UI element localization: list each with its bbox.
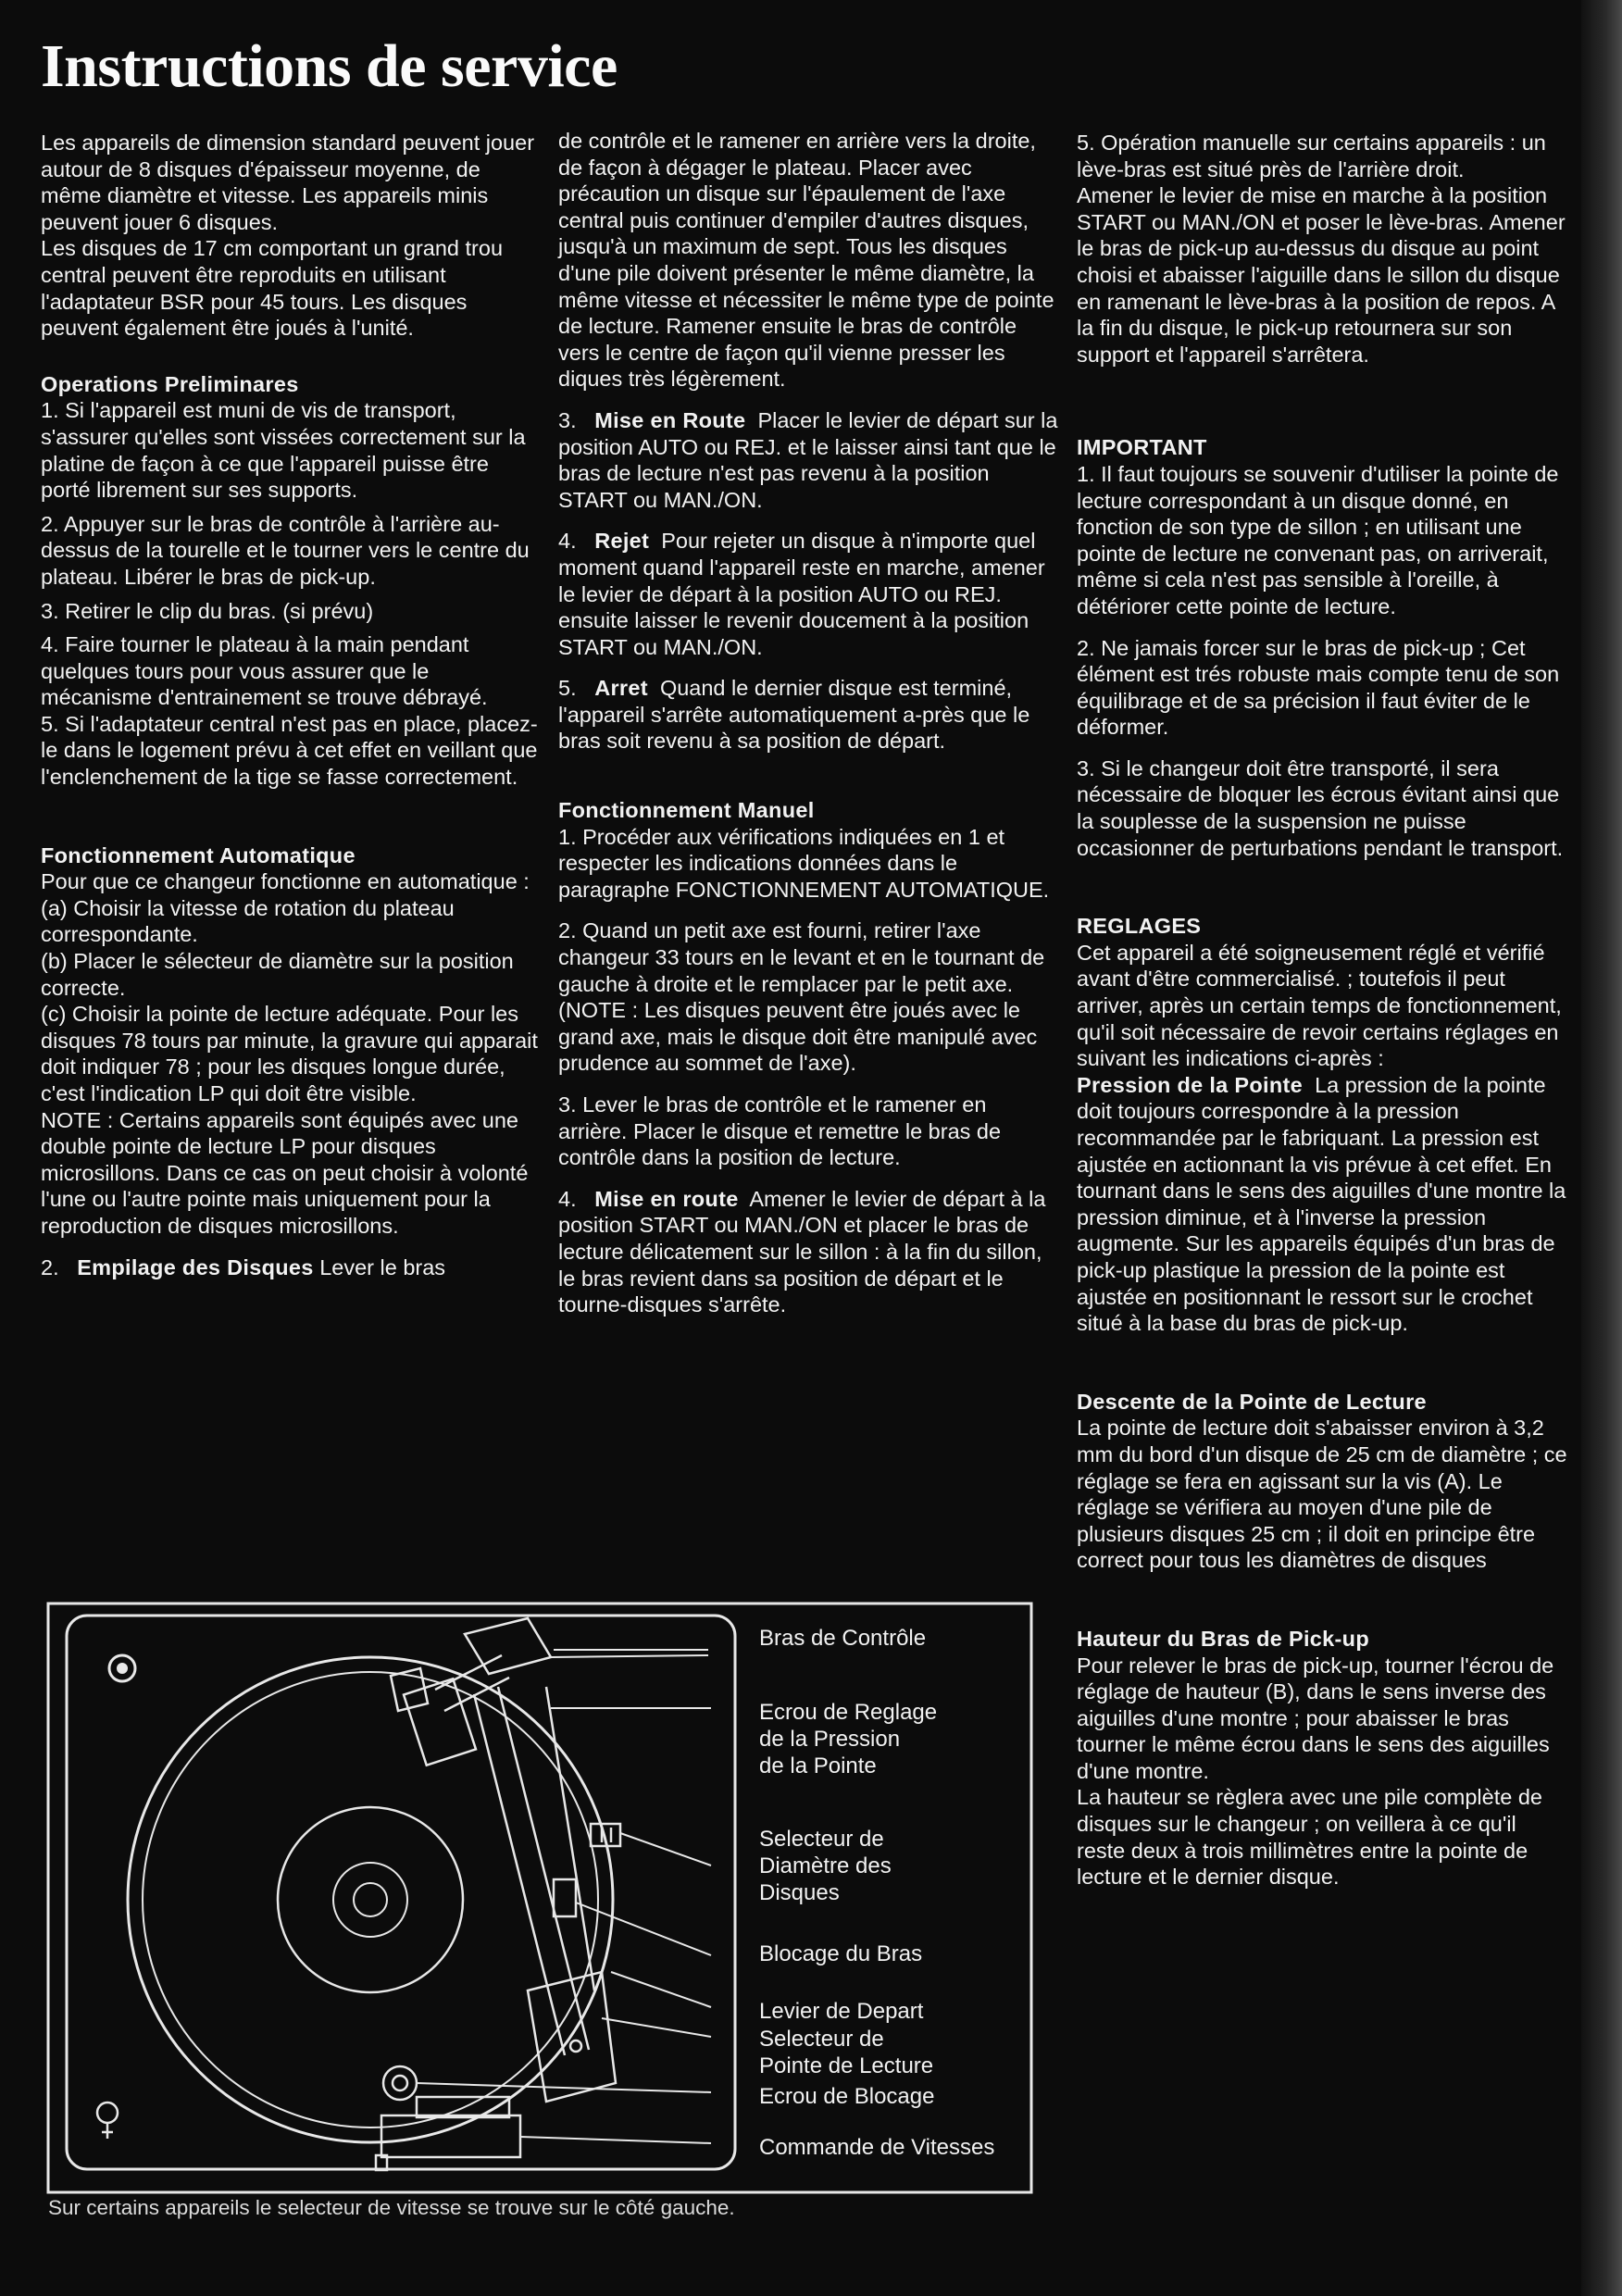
item-text: Amener le levier de départ à la position START ou MAN./ON et placer le bras de lecture délicatement sur le sillon : à la fin du sillon, le bras revient dans sa position de départ et le tourne-disques s'arrête. [558, 1186, 1046, 1317]
leader-lines [417, 1650, 711, 2143]
control-panel [376, 2066, 520, 2170]
item-number: 3. [558, 407, 577, 432]
mounting-screw-center [117, 1663, 128, 1674]
diagram-caption: Sur certains appareils le selecteur de vitesse se trouve sur le côté gauche. [48, 2196, 735, 2219]
label-selecteur-diametre: Selecteur de Diamètre des Disques [759, 1827, 892, 1905]
item-title: Rejet [594, 529, 650, 554]
section-heading-manuel: Fonctionnement Manuel [558, 798, 815, 823]
item-title: Empilage des Disques [77, 1254, 314, 1279]
item-rejet [558, 528, 1058, 660]
prelim-item: 5. Si l'adaptateur central n'est pas en place, placez-le dans le logement prévu à cet effet en veillant que l'enclenchement de la tige se fasse correctement. [41, 711, 538, 790]
item-text: Quand le dernier disque est terminé, l'appareil s'arrête automatiquement a-près que le bras soit revenu à sa position de départ. [558, 676, 1030, 754]
prelim-item: 2. Appuyer sur le bras de contrôle à l'arrière au-dessus de la tourelle et le tourner vers le centre du plateau. Libérer le bras de pick-up. [41, 511, 530, 589]
tonearm [391, 1618, 620, 2102]
column-1 [41, 130, 541, 1295]
hauteur-text-2: La hauteur se règlera avec une pile complète de disques sur le changeur ; on veillera à ce qu'il reste deux à trois millimètres entre la pointe de lecture et le dernier disque. [1077, 1785, 1542, 1890]
reglages-intro: Cet appareil a été soigneusement réglé et vérifié avant d'être commercialisé. ; toutefois il peut arriver, après un certain temps de fonctionnement, qu'il soit nécessaire de revoir certains réglages en suivant les indications ci-après : [1077, 940, 1562, 1071]
auto-step-a: (a) Choisir la vitesse de rotation du plateau correspondante. [41, 895, 455, 947]
spindle [354, 1883, 387, 1916]
prelim-item: 1. Si l'appareil est muni de vis de transport, s'assurer qu'elles sont vissées correctement sur la platine de façon à ce que l'appareil puisse être porté librement sur ses supports. [41, 398, 526, 503]
column-3 [1077, 130, 1567, 1905]
auto-step-b: (b) Placer le sélecteur de diamètre sur la position correcte. [41, 949, 514, 1000]
label-commande-vitesses: Commande de Vitesses [759, 2135, 995, 2160]
manual-item: 1. Procéder aux vérifications indiquées en 1 et respecter les indications données dans le paragraphe FONCTIONNEMENT AUTOMATIQUE. [558, 824, 1050, 902]
record-label [278, 1807, 463, 1992]
item-arret [558, 675, 1058, 755]
item-number: 4. [558, 529, 577, 554]
section-heading-important: IMPORTANT [1077, 435, 1207, 460]
stack-item [41, 1254, 541, 1281]
item-text: La pression de la pointe doit toujours correspondre à la pression recommandée par le fabriquant. La pression est ajustée en actionnant la vis prévue à cet effet. En tournant dans le sens des aiguilles d'une montre la pression diminue, et à l'inverse la pression augmente. Sur les appareils équipés d'un bras de pick-up plastique la pression de la pointe est ajustée en positionnant le ressort sur le crochet situé à la base du bras de pick-up. [1077, 1072, 1566, 1336]
important-item: 2. Ne jamais forcer sur le bras de pick-up ; Cet élément est trés robuste mais compte tenu de son équilibrage et de sa précision il faut éviter de le déformer. [1077, 635, 1560, 740]
speed-control-housing [381, 2115, 520, 2157]
column-2 [558, 128, 1058, 1333]
manual-item-continued: Amener le levier de mise en marche à la position START ou MAN./ON et poser le lève-bras. Amener le bras de pick-up au-dessus du disque au point choisi et abaisser l'aiguille dans le sillon du disque en ramenant le lève-bras à la position de repos. A la fin du disque, le pick-up retournera sur son support et l'appareil s'arrêtera. [1077, 183, 1566, 367]
prelim-item: 3. Retirer le clip du bras. (si prévu) [41, 598, 374, 623]
auto-step-c: (c) Choisir la pointe de lecture adéquate. Pour les disques 78 tours par minute, la gravure qui apparait doit indiquer 78 ; pour les disques longue durée, c'est l'indication LP qui doit être visible. [41, 1002, 538, 1105]
locking-nut [383, 2066, 417, 2100]
label-blocage-du-bras: Blocage du Bras [759, 1941, 923, 1966]
item-text: Placer le levier de départ sur la position AUTO ou REJ. et le laisser ainsi tant que le bras de lecture n'est pas revenu à la position START ou MAN./ON. [558, 407, 1058, 512]
deck-plate [67, 1616, 735, 2169]
item-title: Pression de la Pointe [1077, 1072, 1303, 1097]
label-levier-de-depart: Levier de Depart [759, 1999, 924, 2024]
section-heading-preliminaires: Operations Preliminares [41, 371, 299, 396]
bulb-icon [97, 2103, 118, 2139]
section-heading-hauteur: Hauteur du Bras de Pick-up [1077, 1626, 1369, 1651]
section-heading-descente: Descente de la Pointe de Lecture [1077, 1389, 1427, 1414]
item-text: Lever le bras [319, 1254, 446, 1279]
item-title: Arret [594, 676, 648, 701]
arm-counterweight [465, 1618, 551, 1674]
label-bras-de-controle: Bras de Contrôle [759, 1626, 927, 1651]
section-heading-automatique: Fonctionnement Automatique [41, 842, 356, 867]
item-number: 2. [41, 1254, 59, 1279]
item-number: 5. [558, 676, 577, 701]
spindle-base [333, 1863, 407, 1937]
auto-note: NOTE : Certains appareils sont équipés avec une double pointe de lecture LP pour disques microsillons. Dans ce cas on peut choisir à volonté l'une ou l'autre pointe mais uniquement pour la reproduction de disques microsillons. [41, 1107, 529, 1238]
label-ecrou-de-blocage: Ecrou de Blocage [759, 2084, 935, 2109]
important-item: 1. Il faut toujours se souvenir d'utiliser la pointe de lecture correspondant à un disque donné, en fonction de son type de sillon ; en utilisant une pointe de lecture ne convenant pas, on arriverait, même si cela n'est pas sensible à l'oreille, à détériorer cette pointe de lecture. [1077, 461, 1559, 618]
important-item: 3. Si le changeur doit être transporté, il sera nécessaire de bloquer les écrous évitant ainsi que la souplesse de la suspension ne puisse occasionner de perturbations pendant le transport. [1077, 755, 1564, 860]
manual-item: 3. Lever le bras de contrôle et le ramener en arrière. Placer le disque et remettre le bras de contrôle dans la position de lecture. [558, 1092, 1002, 1170]
turntable-diagram [46, 1602, 1037, 2194]
item-number: 4. [558, 1186, 577, 1211]
intro-paragraph: Les appareils de dimension standard peuvent jouer autour de 8 disques d'épaisseur moyenne, de même diamètre et vitesse. Les appareils minis peuvent jouer 6 disques. [41, 131, 535, 234]
label-ecrou-reglage-pression: Ecrou de Reglage de la Pression de la Pointe [759, 1700, 938, 1778]
item-text: Pour rejeter un disque à n'importe quel moment quand l'appareil reste en marche, amener le levier de départ à la position AUTO ou REJ. ensuite laisser le revenir doucement à la position START ou MAN./ON. [558, 529, 1045, 659]
page-title: Instructions de service [41, 32, 618, 100]
arm-lock [554, 1879, 576, 1916]
descente-text: La pointe de lecture doit s'abaisser environ à 3,2 mm du bord d'un disque de 25 cm de diamètre ; ce réglage se fera en agissant sur la vis (A). Le réglage se vérifiera au moyen d'une pile de plusieurs disques 25 cm ; il doit en principe être correct pour tous les diamètres de disques [1077, 1416, 1567, 1573]
item-title: Mise en route [594, 1186, 739, 1211]
platter-rim [143, 1672, 598, 2128]
manual-item: 2. Quand un petit axe est fourni, retirer l'axe changeur 33 tours en le levant et en le tournant de gauche à droite et le remplacer par le petit axe. (NOTE : Les disques peuvent être joués avec le grand axe, mais le disque doit être manipulé avec prudence au sommet de l'axe). [558, 918, 1045, 1076]
section-heading-reglages: REGLAGES [1077, 914, 1202, 939]
item-title: Mise en Route [594, 407, 746, 432]
hauteur-text: Pour relever le bras de pick-up, tourner l'écrou de réglage de hauteur (B), dans le sens inverse des aiguilles d'une montre ; pour abaisser le bras tourner le même écrou dans le sens des aiguilles d'une montre. [1077, 1653, 1554, 1783]
stack-continued: de contrôle et le ramener en arrière vers la droite, de façon à dégager le plateau. Placer avec précaution un disque sur l'épaulement de l'axe central puis continuer d'empiler d'autres disques, jusqu'à un maximum de sept. Tous les disques d'une pile doivent présenter le même diamètre, la même vitesse et nécessiter le même type de pointe de lecture. Ramener ensuite le bras de contrôle vers le centre de façon qu'il vienne presser les diques très légèrement. [558, 129, 1054, 392]
manual-item-mise-en-route [558, 1186, 1058, 1318]
label-selecteur-pointe: Selecteur de Pointe de Lecture [759, 2027, 934, 2078]
page-spine-shadow [1581, 0, 1622, 2296]
manual-item: 5. Opération manuelle sur certains appareils : un lève-bras est situé près de l'arrière droit. [1077, 131, 1546, 181]
intro-paragraph: Les disques de 17 cm comportant un grand trou central peuvent être reproduits en utilisant l'adaptateur BSR pour 45 tours. Les disques peuvent également être joués à l'unité. [41, 236, 504, 341]
pression-paragraph [1077, 1072, 1567, 1337]
item-mise-en-route [558, 407, 1058, 513]
prelim-item: 4. Faire tourner le plateau à la main pendant quelques tours pour vous assurer que le mécanisme d'entrainement se trouve débrayé. [41, 632, 488, 710]
auto-intro: Pour que ce changeur fonctionne en automatique : [41, 869, 530, 894]
